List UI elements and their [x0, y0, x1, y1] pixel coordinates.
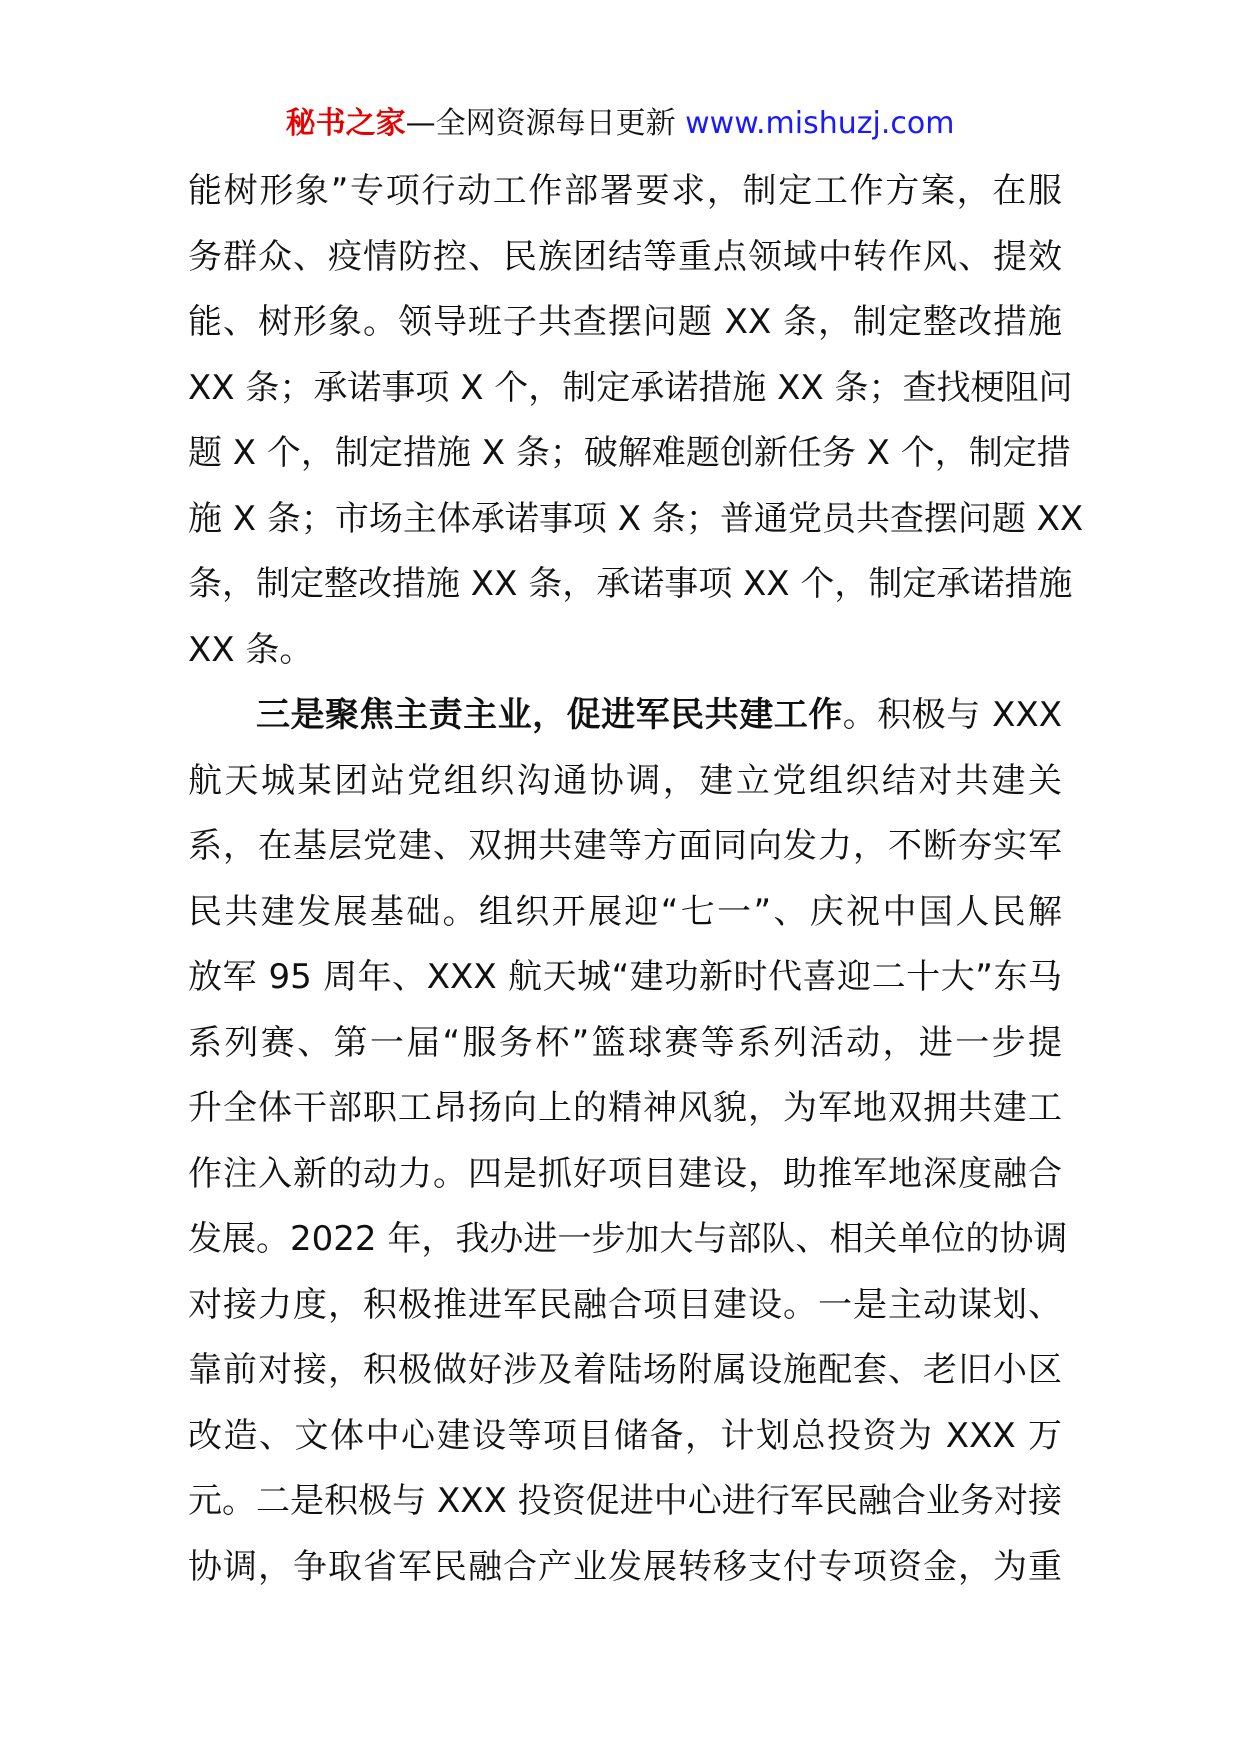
header-slogan: —全网资源每日更新 — [405, 106, 686, 141]
text-line: 系列赛、第一届“服务杯”篮球赛等系列活动，进一步提 — [188, 1022, 1062, 1063]
text-line: 航天城某团站党组织沟通协调，建立党组织结对共建关 — [188, 760, 1062, 801]
text-line: 对接力度，积极推进军民融合项目建设。一是主动谋划、 — [188, 1284, 1062, 1325]
text-line: 能、树形象。领导班子共查摆问题 XX 条，制定整改措施 — [188, 302, 1062, 342]
text-line: 升全体干部职工昂扬向上的精神风貌，为军地双拥共建工 — [188, 1088, 1062, 1128]
text-line: 放军 95 周年、XXX 航天城“建功新时代喜迎二十大”东马 — [188, 957, 1062, 997]
heading-continuation: 。积极与 XXX — [842, 695, 1063, 735]
watermark-header — [0, 102, 1240, 146]
site-url-link[interactable]: www.mishuzj.com — [685, 106, 955, 141]
text-line: 务群众、疫情防控、民族团结等重点领域中转作风、提效 — [188, 236, 1062, 277]
section-heading-line — [188, 683, 1062, 749]
text-line: XX 条。 — [188, 629, 314, 670]
text-line: 施 X 条；市场主体承诺事项 X 条；普通党员共查摆问题 XX — [188, 498, 1084, 539]
text-line: 改造、文体中心建设等项目储备，计划总投资为 XXX 万 — [188, 1415, 1062, 1456]
text-line: 题 X 个，制定措施 X 条；破解难题创新任务 X 个，制定措 — [188, 433, 1071, 473]
section-heading: 三是聚焦主责主业，促进军民共建工作 — [256, 695, 843, 735]
text-line: 发展。2022 年，我办进一步加大与部队、相关单位的协调 — [188, 1219, 1068, 1259]
text-line: 靠前对接，积极做好涉及着陆场附属设施配套、老旧小区 — [188, 1350, 1062, 1390]
text-line: XX 条；承诺事项 X 个，制定承诺措施 XX 条；查找梗阻问 — [188, 367, 1073, 408]
text-line: 协调，争取省军民融合产业发展转移支付专项资金，为重 — [188, 1546, 1062, 1587]
text-line: 民共建发展基础。组织开展迎“七一”、庆祝中国人民解 — [188, 891, 1062, 932]
text-line: 作注入新的动力。四是抓好项目建设，助推军地深度融合 — [188, 1153, 1062, 1194]
text-line: 能树形象”专项行动工作部署要求，制定工作方案，在服 — [188, 171, 1062, 211]
text-line: 系，在基层党建、双拥共建等方面同向发力，不断夯实军 — [188, 826, 1062, 866]
text-line: 条，制定整改措施 XX 条，承诺事项 XX 个，制定承诺措施 — [188, 564, 1073, 604]
document-body — [188, 159, 1084, 1600]
text-line: 元。二是积极与 XXX 投资促进中心进行军民融合业务对接 — [188, 1481, 1062, 1521]
brand-name: 秘书之家 — [285, 106, 406, 141]
